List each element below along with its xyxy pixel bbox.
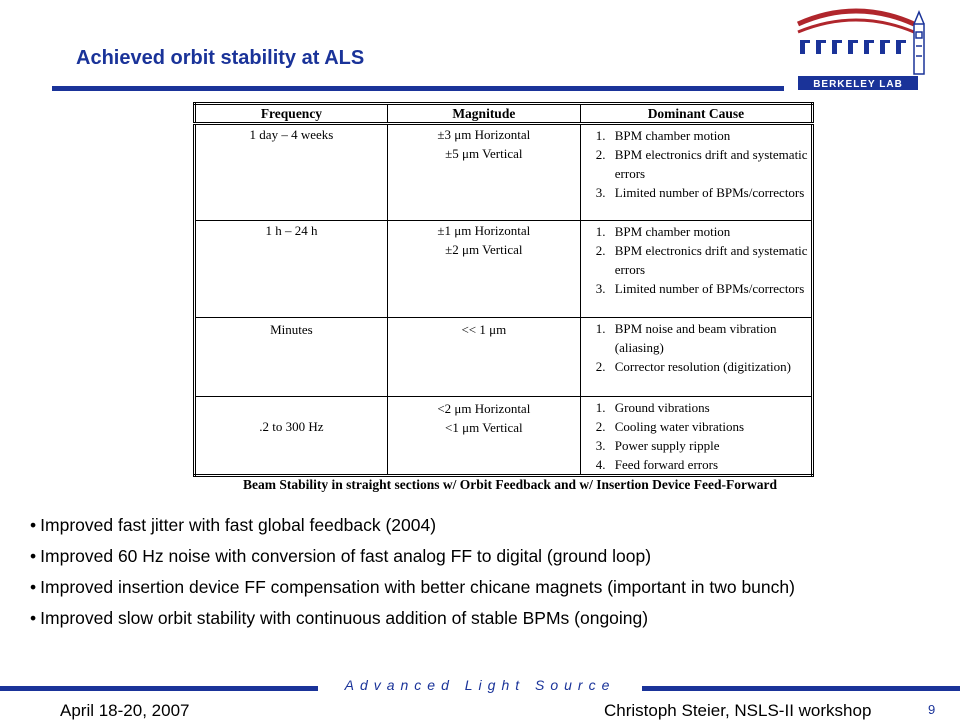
bullet-text: Improved insertion device FF compensation with better chicane magnets (important in two bunch)	[40, 577, 795, 597]
magnitude-cell	[387, 397, 580, 476]
frequency-text: 1 day – 4 weeks	[249, 127, 334, 142]
cause-cell	[580, 318, 812, 397]
frequency-cell	[195, 221, 388, 318]
magnitude-line: ±1 μm Horizontal	[437, 223, 531, 238]
page-number: 9	[928, 702, 936, 717]
slide-title: Achieved orbit stability at ALS	[76, 47, 365, 69]
footer-date: April 18-20, 2007	[60, 701, 190, 720]
cause-item: 3. Limited number of BPMs/correctors	[609, 183, 811, 202]
frequency-text: Minutes	[270, 322, 313, 337]
header-dominant-cause: Dominant Cause	[580, 104, 812, 124]
bullet-dot-icon: •	[30, 515, 37, 535]
footer-divider-left	[0, 686, 318, 691]
table-header-row	[195, 104, 813, 124]
title-divider	[52, 86, 784, 91]
cause-item: 2. Cooling water vibrations	[609, 417, 811, 436]
stability-table-container	[193, 102, 814, 472]
magnitude-cell	[387, 124, 580, 221]
logo-text: BERKELEY LAB	[813, 79, 903, 90]
bullet-item	[30, 510, 935, 541]
bullet-dot-icon: •	[30, 546, 37, 566]
header-frequency: Frequency	[195, 104, 388, 124]
bullet-text: Improved fast jitter with fast global feedback (2004)	[40, 515, 437, 535]
berkeley-lab-logo	[786, 2, 936, 94]
header-magnitude: Magnitude	[387, 104, 580, 124]
frequency-cell	[195, 124, 388, 221]
frequency-text: .2 to 300 Hz	[259, 419, 324, 434]
cause-list	[581, 318, 811, 376]
magnitude-line: ±5 μm Vertical	[445, 146, 523, 161]
cause-item: 2. BPM electronics drift and systematic errors	[609, 145, 811, 183]
cause-list	[581, 125, 811, 202]
cause-item: 1. BPM noise and beam vibration (aliasing)	[609, 319, 811, 357]
bullet-dot-icon: •	[30, 577, 37, 597]
cause-item: 2. Corrector resolution (digitization)	[609, 357, 811, 376]
cause-item: 3. Power supply ripple	[609, 436, 811, 455]
cause-item: 1. Ground vibrations	[609, 398, 811, 417]
footer-organization: Advanced Light Source	[344, 677, 616, 693]
footer-divider-right	[642, 686, 960, 691]
cause-item: 1. BPM chamber motion	[609, 126, 811, 145]
table-row	[195, 397, 813, 476]
footer-author: Christoph Steier, NSLS-II workshop	[604, 701, 872, 720]
bullet-dot-icon: •	[30, 608, 37, 628]
frequency-cell	[195, 318, 388, 397]
magnitude-line: << 1 μm	[461, 322, 507, 337]
bullet-text: Improved slow orbit stability with continuous addition of stable BPMs (ongoing)	[40, 608, 649, 628]
cause-list	[581, 221, 811, 298]
bullet-item	[30, 572, 935, 603]
stability-table	[193, 102, 814, 477]
cause-item: 3. Limited number of BPMs/correctors	[609, 279, 811, 298]
magnitude-line: <1 μm Vertical	[445, 420, 523, 435]
magnitude-cell	[387, 318, 580, 397]
bullet-item	[30, 541, 935, 572]
table-row	[195, 221, 813, 318]
cause-cell	[580, 221, 812, 318]
magnitude-line: ±2 μm Vertical	[445, 242, 523, 257]
magnitude-cell	[387, 221, 580, 318]
table-row	[195, 124, 813, 221]
bullet-item	[30, 603, 935, 634]
cause-cell	[580, 124, 812, 221]
table-row	[195, 318, 813, 397]
cause-list	[581, 397, 811, 474]
cause-cell	[580, 397, 812, 476]
magnitude-line: ±3 μm Horizontal	[437, 127, 531, 142]
bullet-text: Improved 60 Hz noise with conversion of fast analog FF to digital (ground loop)	[40, 546, 652, 566]
frequency-cell	[195, 397, 388, 476]
frequency-text: 1 h – 24 h	[265, 223, 318, 238]
cause-item: 2. BPM electronics drift and systematic errors	[609, 241, 811, 279]
cause-item: 1. BPM chamber motion	[609, 222, 811, 241]
magnitude-line: <2 μm Horizontal	[437, 401, 531, 416]
bullet-list	[30, 510, 935, 634]
table-caption: Beam Stability in straight sections w/ Orbit Feedback and w/ Insertion Device Feed-Forward	[243, 477, 777, 492]
cause-item: 4. Feed forward errors	[609, 455, 811, 474]
